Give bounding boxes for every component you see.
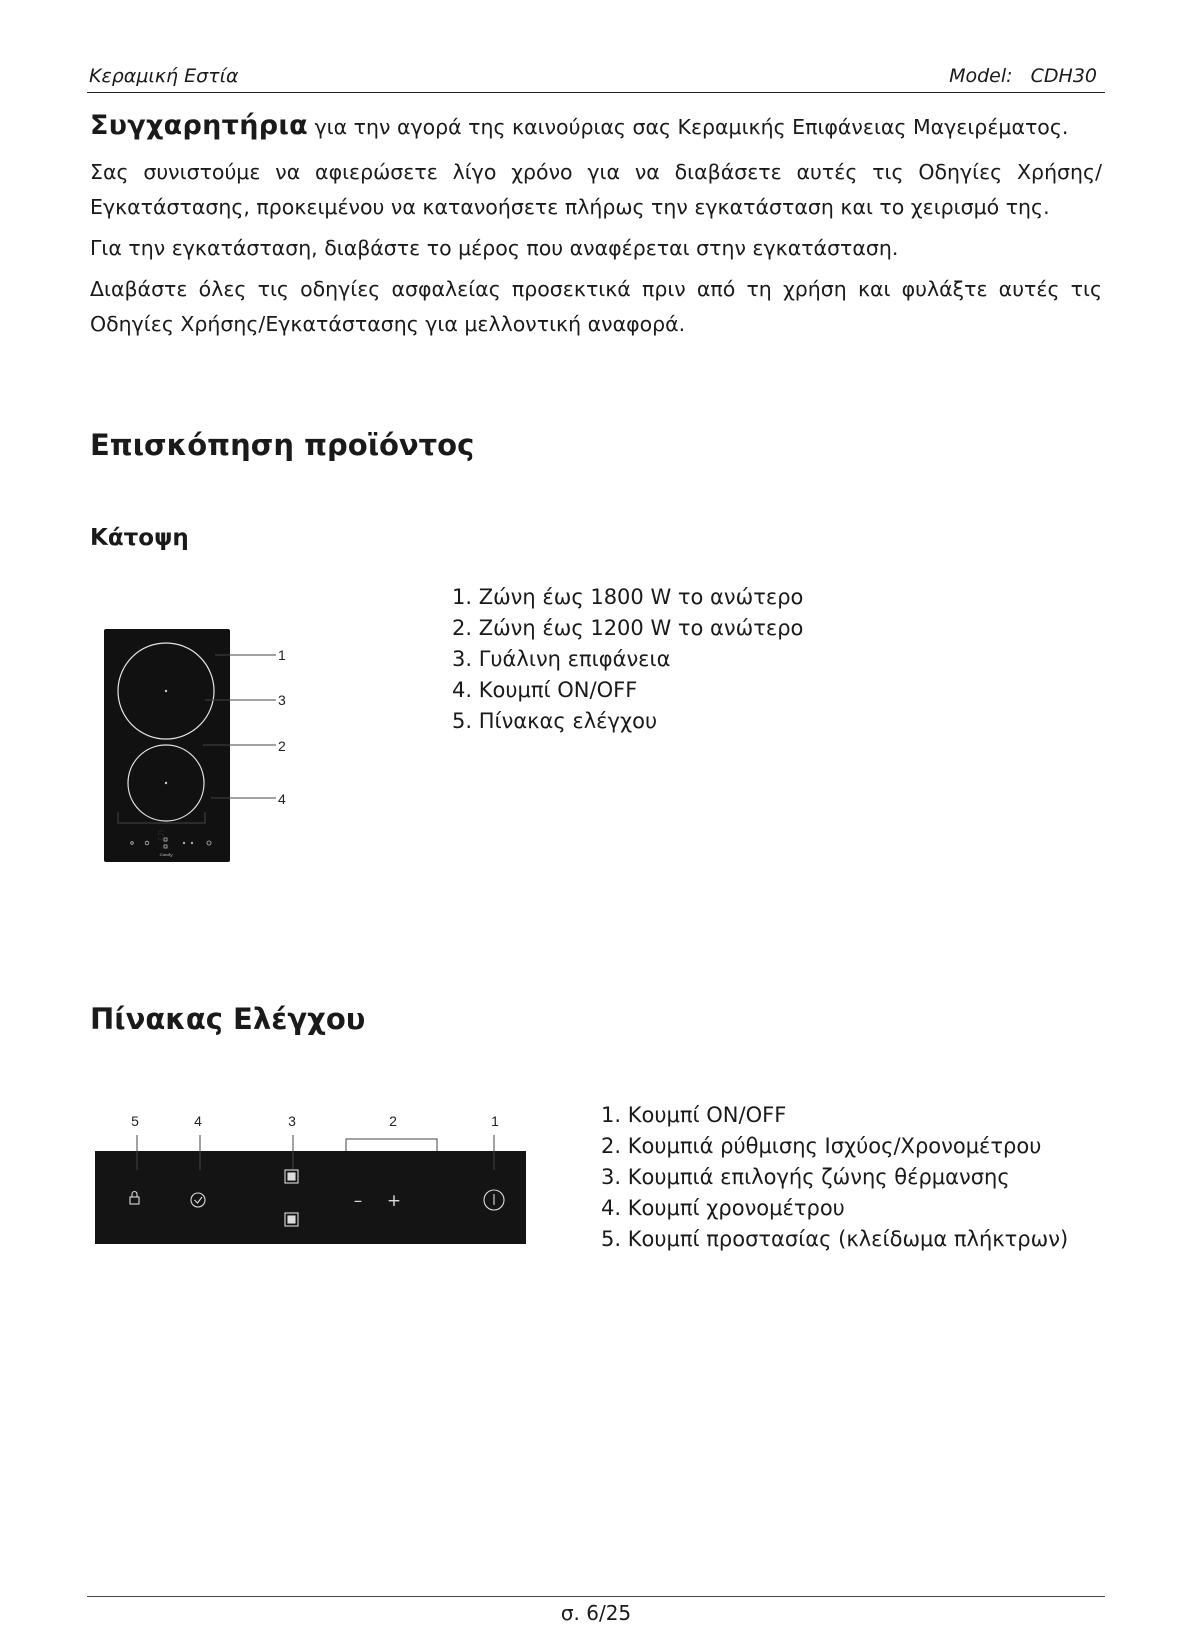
minus-button[interactable]: –: [353, 1191, 363, 1211]
page-number: σ. 6/25: [560, 1601, 632, 1625]
control-legend-item: 3. Κουμπιά επιλογής ζώνης θέρμανσης: [601, 1165, 1010, 1189]
callout-3: 3: [278, 692, 286, 708]
callout-1: 1: [278, 647, 286, 663]
callout-2: 2: [278, 738, 286, 754]
control-panel-title: Πίνακας Ελέγχου: [90, 1002, 366, 1036]
control-legend-item: 5. Κουμπί προστασίας (κλείδωμα πλήκτρων): [601, 1227, 1069, 1251]
intro-lead-rest: για την αγορά της καινούριας σας Κεραμικής Επιφάνειας Μαγειρέματος.: [308, 115, 1069, 139]
page-footer: [87, 1596, 1105, 1625]
callout-4: 4: [278, 791, 286, 807]
page-header: [87, 62, 1105, 93]
control-legend-item: 1. Κουμπί ON/OFF: [601, 1103, 787, 1127]
overview-legend-item: 4. Κουμπί ON/OFF: [452, 678, 638, 702]
panel-callout-1: 1: [491, 1113, 499, 1129]
panel-callout-5: 5: [131, 1113, 139, 1129]
overview-legend-item: 5. Πίνακας ελέγχου: [452, 709, 658, 733]
control-panel-surface: [95, 1151, 526, 1244]
intro-section: [90, 108, 1102, 348]
control-legend-item: 4. Κουμπί χρονομέτρου: [601, 1196, 845, 1220]
overview-legend-item: 1. Ζώνη έως 1800 W το ανώτερο: [452, 585, 804, 609]
panel-callout-3: 3: [288, 1113, 296, 1129]
plus-button[interactable]: +: [386, 1191, 402, 1211]
control-panel-diagram: [90, 1110, 530, 1245]
header-title: Κεραμική Εστία: [89, 65, 239, 87]
plan-title: Κάτοψη: [90, 525, 189, 551]
intro-paragraph-3: Διαβάστε όλες τις οδηγίες ασφαλείας προσεκτικά πριν από τη χρήση και φυλάξτε αυτές τις Οδηγίες Χρήσης/Εγκατάστασης για μελλοντική αναφορά.: [90, 277, 1102, 336]
callout-5: 5: [157, 827, 165, 843]
overview-legend-item: 2. Ζώνη έως 1200 W το ανώτερο: [452, 616, 804, 640]
intro-paragraph-2: Για την εγκατάσταση, διαβάστε το μέρος που αναφέρεται στην εγκατάσταση.: [90, 236, 899, 260]
panel-callout-4: 4: [194, 1113, 202, 1129]
panel-callout-2: 2: [389, 1113, 397, 1129]
overview-legend: [452, 582, 803, 737]
overview-legend-item: 3. Γυάλινη επιφάνεια: [452, 647, 671, 671]
control-panel-legend: [601, 1100, 1068, 1255]
header-model: Model: CDH30: [949, 65, 1097, 87]
hob-brand-logo: Candy: [159, 852, 173, 857]
hob-top-view-diagram: [95, 620, 325, 890]
control-legend-item: 2. Κουμπιά ρύθμισης Ισχύος/Χρονομέτρου: [601, 1134, 1042, 1158]
intro-lead-bold: Συγχαρητήρια: [90, 110, 309, 141]
intro-paragraph-1: Σας συνιστούμε να αφιερώσετε λίγο χρόνο για να διαβάσετε αυτές τις Οδηγίες Χρήσης/Εγκατάστασης, προκειμένου να κατανοήσετε πλήρως την εγκατάσταση και το χειρισμό της.: [90, 160, 1102, 219]
intro-lead: [90, 108, 1102, 145]
overview-title: Επισκόπηση προϊόντος: [90, 428, 475, 462]
